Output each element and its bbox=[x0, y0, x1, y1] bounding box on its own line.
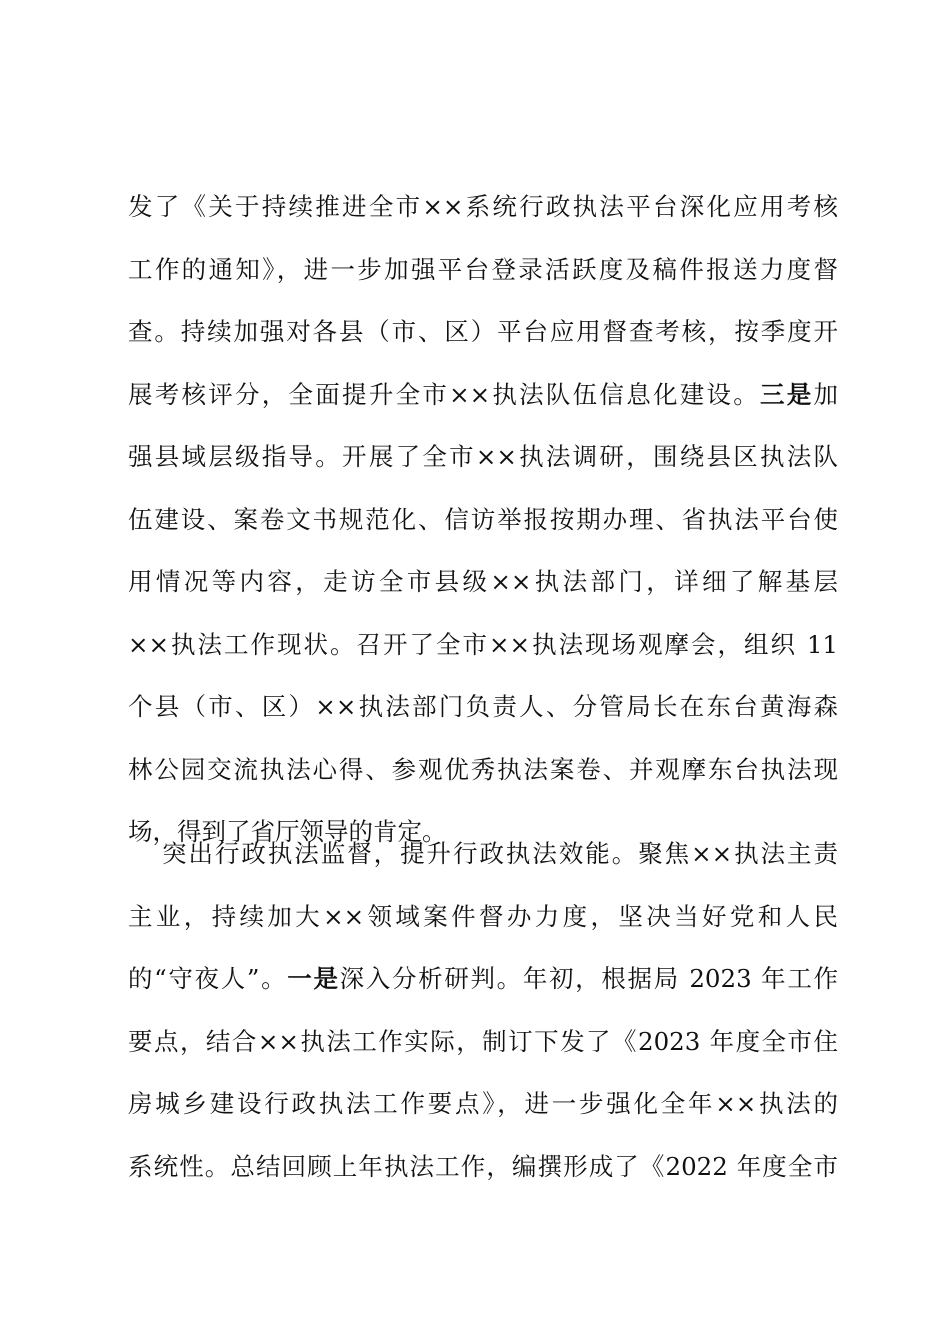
paragraph-2 bbox=[128, 823, 838, 1198]
text-run: ××执法工作现状。召开了全市××执法现场观摩会，组织 11 bbox=[128, 629, 838, 659]
text-line bbox=[128, 823, 838, 886]
text-line bbox=[128, 739, 838, 802]
text-line bbox=[128, 1136, 838, 1199]
text-run: 发了《关于持续推进全市××系统行政执法平台深化应用考核 bbox=[128, 192, 838, 221]
bold-marker: 三是 bbox=[759, 379, 814, 409]
text-run: 伍建设、案卷文书规范化、信访举报按期办理、省执法平台使 bbox=[128, 504, 838, 534]
text-line bbox=[128, 886, 838, 949]
text-line bbox=[128, 676, 838, 739]
text-run: 的“守夜人”。 bbox=[128, 964, 288, 993]
text-run: 强县域层级指导。开展了全市××执法调研，围绕县区执法队 bbox=[128, 442, 838, 471]
text-run: 加 bbox=[813, 379, 838, 409]
text-run: 突出行政执法监督，提升行政执法效能。聚焦××执法主责 bbox=[162, 839, 838, 868]
text-line bbox=[128, 426, 838, 489]
text-run: 房城乡建设行政执法工作要点》，进一步强化全年××执法的 bbox=[128, 1089, 838, 1118]
text-run: 个县（市、区）××执法部门负责人、分管局长在东台黄海森 bbox=[128, 692, 838, 721]
text-run: 林公园交流执法心得、参观优秀执法案卷、并观摩东台执法现 bbox=[128, 754, 838, 784]
text-run: 展考核评分，全面提升全市××执法队伍信息化建设。 bbox=[128, 379, 760, 409]
text-run: 系统性。总结回顾上年执法工作，编撰形成了《2022 年度全市 bbox=[128, 1151, 838, 1181]
text-line bbox=[128, 364, 838, 427]
text-line bbox=[128, 1073, 838, 1136]
text-line bbox=[128, 1011, 838, 1074]
text-line bbox=[128, 489, 838, 552]
paragraph-1 bbox=[128, 176, 838, 864]
text-run: 主业，持续加大××领域案件督办力度，坚决当好党和人民 bbox=[128, 901, 838, 931]
text-run: 场，得到了省厅领导的肯定。 bbox=[128, 817, 447, 846]
text-run: 深入分析研判。年初，根据局 2023 年工作 bbox=[339, 964, 838, 993]
text-run: 查。持续加强对各县（市、区）平台应用督查考核，按季度开 bbox=[128, 317, 838, 346]
text-line bbox=[128, 239, 838, 302]
text-line bbox=[128, 176, 838, 239]
text-run: 用情况等内容，走访全市县级××执法部门，详细了解基层 bbox=[128, 567, 838, 596]
bold-marker: 一是 bbox=[287, 964, 340, 993]
text-run: 工作的通知》，进一步加强平台登录活跃度及稿件报送力度督 bbox=[128, 254, 838, 284]
text-line bbox=[128, 948, 838, 1011]
text-line bbox=[128, 551, 838, 614]
text-run: 要点，结合××执法工作实际，制订下发了《2023 年度全市住 bbox=[128, 1026, 838, 1056]
text-line bbox=[128, 614, 838, 677]
text-line bbox=[128, 301, 838, 364]
